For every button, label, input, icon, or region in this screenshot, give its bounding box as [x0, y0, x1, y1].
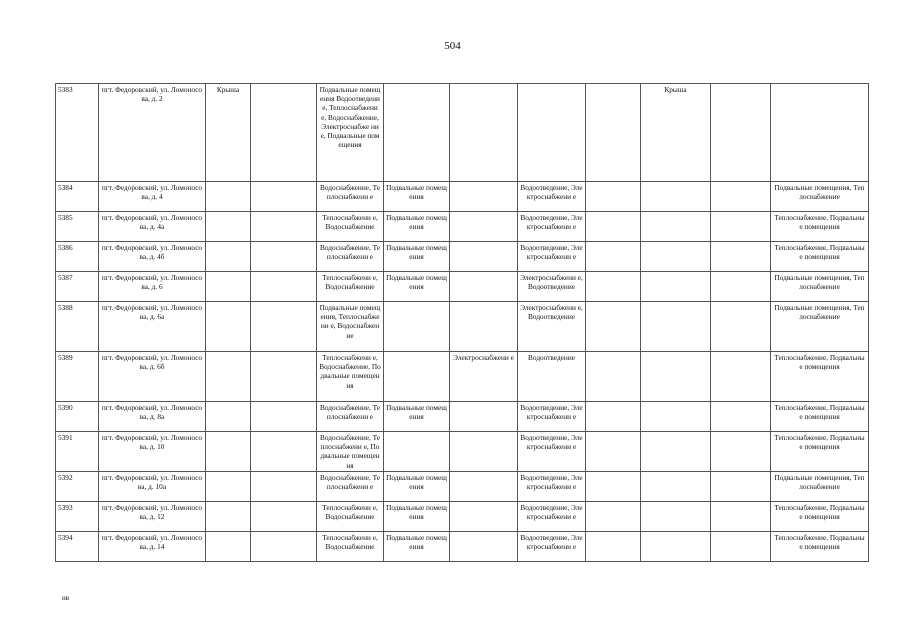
cell-c4: Теплоснабжени е, Водоснабжение	[317, 532, 384, 562]
cell-c3	[251, 272, 317, 302]
cell-c6	[450, 402, 518, 432]
table-row	[56, 84, 869, 182]
cell-num: 5393	[56, 502, 99, 532]
cell-c5: Подвальные помещения	[384, 402, 450, 432]
cell-c5: Подвальные помещения	[384, 182, 450, 212]
cell-c3	[251, 84, 317, 182]
cell-c9	[641, 212, 711, 242]
cell-c7: Водоотведение, Электроснабжени е	[518, 472, 586, 502]
register-table	[55, 83, 869, 562]
table-row	[56, 212, 869, 242]
cell-c2	[206, 242, 251, 272]
cell-c8	[586, 402, 641, 432]
cell-c3	[251, 472, 317, 502]
cell-c11: Теплоснабжение, Подвальные помещения	[771, 502, 869, 532]
cell-c7: Водоотведение	[518, 352, 586, 402]
cell-c10	[711, 402, 771, 432]
cell-c11: Подвальные помещения, Теплоснабжение	[771, 182, 869, 212]
cell-c10	[711, 502, 771, 532]
cell-c4: Теплоснабжени е, Водоснабжение	[317, 502, 384, 532]
cell-addr: пгт. Федоровский, ул. Ломоносова, д. 6а	[99, 302, 206, 352]
cell-c9	[641, 432, 711, 472]
table-row	[56, 472, 869, 502]
cell-c4: Водоснабжение, Теплоснабжени е	[317, 242, 384, 272]
cell-c11: Подвальные помещения, Теплоснабжение	[771, 302, 869, 352]
cell-c4: Теплоснабжени е, Водоснабжение	[317, 212, 384, 242]
page-number: 504	[444, 40, 461, 52]
cell-c3	[251, 402, 317, 432]
cell-c4: Водоснабжение, Теплоснабжени е	[317, 472, 384, 502]
cell-c8	[586, 212, 641, 242]
cell-c7: Водоотведение, Электроснабжени е	[518, 432, 586, 472]
cell-c10	[711, 272, 771, 302]
cell-addr: пгт. Федоровский, ул. Ломоносова, д. 14	[99, 532, 206, 562]
cell-c4: Теплоснабжени е, Водоснабжение, Подвальные помещения	[317, 352, 384, 402]
cell-addr: пгт. Федоровский, ул. Ломоносова, д. 4а	[99, 212, 206, 242]
cell-c11: Теплоснабжение, Подвальные помещения	[771, 402, 869, 432]
cell-c2	[206, 432, 251, 472]
cell-c3	[251, 352, 317, 402]
cell-c3	[251, 432, 317, 472]
cell-num: 5384	[56, 182, 99, 212]
cell-c2: Крыша	[206, 84, 251, 182]
cell-c7: Водоотведение, Электроснабжени е	[518, 532, 586, 562]
cell-c11: Теплоснабжение, Подвальные помещения	[771, 432, 869, 472]
cell-c7: Водоотведение, Электроснабжени е	[518, 402, 586, 432]
cell-c9	[641, 472, 711, 502]
cell-c3	[251, 502, 317, 532]
cell-c7: Водоотведение, Электроснабжени е	[518, 182, 586, 212]
cell-c10	[711, 352, 771, 402]
cell-c10	[711, 242, 771, 272]
cell-c10	[711, 302, 771, 352]
table-row	[56, 502, 869, 532]
cell-c11: Теплоснабжение, Подвальные помещения	[771, 242, 869, 272]
cell-c10	[711, 472, 771, 502]
cell-c8	[586, 302, 641, 352]
cell-c6	[450, 84, 518, 182]
cell-c10	[711, 182, 771, 212]
cell-c6	[450, 532, 518, 562]
cell-c2	[206, 502, 251, 532]
cell-c9	[641, 302, 711, 352]
cell-num: 5388	[56, 302, 99, 352]
cell-c5	[384, 352, 450, 402]
cell-c8	[586, 352, 641, 402]
cell-c3	[251, 242, 317, 272]
cell-c9	[641, 402, 711, 432]
table-row	[56, 272, 869, 302]
cell-c7: Водоотведение, Электроснабжени е	[518, 212, 586, 242]
cell-c11: Подвальные помещения, Теплоснабжение	[771, 272, 869, 302]
cell-c8	[586, 84, 641, 182]
cell-c5: Подвальные помещения	[384, 242, 450, 272]
cell-c6	[450, 212, 518, 242]
cell-c9	[641, 532, 711, 562]
cell-c10	[711, 212, 771, 242]
cell-c11: Теплоснабжение, Подвальные помещения	[771, 532, 869, 562]
cell-num: 5392	[56, 472, 99, 502]
cell-c7: Водоотведение, Электроснабжени е	[518, 242, 586, 272]
cell-c4: Водоснабжение, Теплоснабжени е	[317, 402, 384, 432]
cell-c9	[641, 502, 711, 532]
cell-c11: Теплоснабжение, Подвальные помещения	[771, 352, 869, 402]
table-row	[56, 432, 869, 472]
cell-c5	[384, 432, 450, 472]
cell-c8	[586, 182, 641, 212]
cell-num: 5394	[56, 532, 99, 562]
cell-c4: Теплоснабжени е, Водоснабжение	[317, 272, 384, 302]
cell-c4: Подвальные помещения Водоотведение, Теплоснабжени е, Водоснабжение, Электроснабже ние, Подвальные помещения	[317, 84, 384, 182]
cell-c3	[251, 212, 317, 242]
cell-c6	[450, 502, 518, 532]
cell-c11: Подвальные помещения, Теплоснабжение	[771, 472, 869, 502]
cell-c2	[206, 302, 251, 352]
cell-c2	[206, 272, 251, 302]
table-row	[56, 302, 869, 352]
cell-c5	[384, 84, 450, 182]
cell-c6	[450, 182, 518, 212]
table-row	[56, 402, 869, 432]
cell-num: 5389	[56, 352, 99, 402]
cell-c8	[586, 502, 641, 532]
cell-c6	[450, 302, 518, 352]
cell-c3	[251, 302, 317, 352]
cell-c11: Теплоснабжение, Подвальные помещения	[771, 212, 869, 242]
cell-c2	[206, 472, 251, 502]
cell-c6	[450, 242, 518, 272]
cell-c2	[206, 182, 251, 212]
cell-c8	[586, 272, 641, 302]
cell-c9: Крыша	[641, 84, 711, 182]
cell-c5: Подвальные помещения	[384, 532, 450, 562]
table-body	[56, 84, 869, 562]
cell-c10	[711, 84, 771, 182]
cell-addr: пгт. Федоровский, ул. Ломоносова, д. 10	[99, 432, 206, 472]
cell-c2	[206, 352, 251, 402]
cell-addr: пгт. Федоровский, ул. Ломоносова, д. 4б	[99, 242, 206, 272]
cell-c7: Водоотведение, Электроснабжени е	[518, 502, 586, 532]
cell-c11	[771, 84, 869, 182]
cell-c5: Подвальные помещения	[384, 502, 450, 532]
cell-c8	[586, 242, 641, 272]
cell-c9	[641, 352, 711, 402]
cell-c6: Электроснабжени е	[450, 352, 518, 402]
cell-c6	[450, 432, 518, 472]
cell-c9	[641, 272, 711, 302]
cell-c7	[518, 84, 586, 182]
cell-num: 5385	[56, 212, 99, 242]
cell-c4: Водоснабжение, Теплоснабжени е, Подвальные помещения	[317, 432, 384, 472]
cell-c8	[586, 472, 641, 502]
cell-c2	[206, 402, 251, 432]
cell-num: 5387	[56, 272, 99, 302]
cell-c4: Подвальные помещения, Теплоснабжени е, Водоснабжение	[317, 302, 384, 352]
cell-addr: пгт. Федоровский, ул. Ломоносова, д. 6	[99, 272, 206, 302]
cell-c10	[711, 432, 771, 472]
cell-c6	[450, 272, 518, 302]
cell-c2	[206, 212, 251, 242]
cell-c5: Подвальные помещения	[384, 272, 450, 302]
cell-num: 5391	[56, 432, 99, 472]
cell-c4: Водоснабжение, Теплоснабжени е	[317, 182, 384, 212]
cell-c9	[641, 182, 711, 212]
cell-c8	[586, 532, 641, 562]
table-row	[56, 532, 869, 562]
cell-c5: Подвальные помещения	[384, 472, 450, 502]
cell-c5	[384, 302, 450, 352]
cell-c6	[450, 472, 518, 502]
cell-c2	[206, 532, 251, 562]
cell-c3	[251, 182, 317, 212]
cell-addr: пгт. Федоровский, ул. Ломоносова, д. 8а	[99, 402, 206, 432]
cell-addr: пгт. Федоровский, ул. Ломоносова, д. 10а	[99, 472, 206, 502]
cell-num: 5383	[56, 84, 99, 182]
cell-addr: пгт. Федоровский, ул. Ломоносова, д. 2	[99, 84, 206, 182]
cell-addr: пгт. Федоровский, ул. Ломоносова, д. 12	[99, 502, 206, 532]
cell-c7: Электроснабжени е, Водоотведение	[518, 272, 586, 302]
table-row	[56, 242, 869, 272]
table-row	[56, 352, 869, 402]
cell-c8	[586, 432, 641, 472]
cell-num: 5390	[56, 402, 99, 432]
cell-c5: Подвальные помещения	[384, 212, 450, 242]
table-row	[56, 182, 869, 212]
cell-addr: пгт. Федоровский, ул. Ломоносова, д. 6б	[99, 352, 206, 402]
cell-addr: пгт. Федоровский, ул. Ломоносова, д. 4	[99, 182, 206, 212]
footer-mark: нв	[62, 594, 70, 602]
cell-c10	[711, 532, 771, 562]
cell-num: 5386	[56, 242, 99, 272]
cell-c7: Электроснабжени е, Водоотведение	[518, 302, 586, 352]
cell-c3	[251, 532, 317, 562]
cell-c9	[641, 242, 711, 272]
